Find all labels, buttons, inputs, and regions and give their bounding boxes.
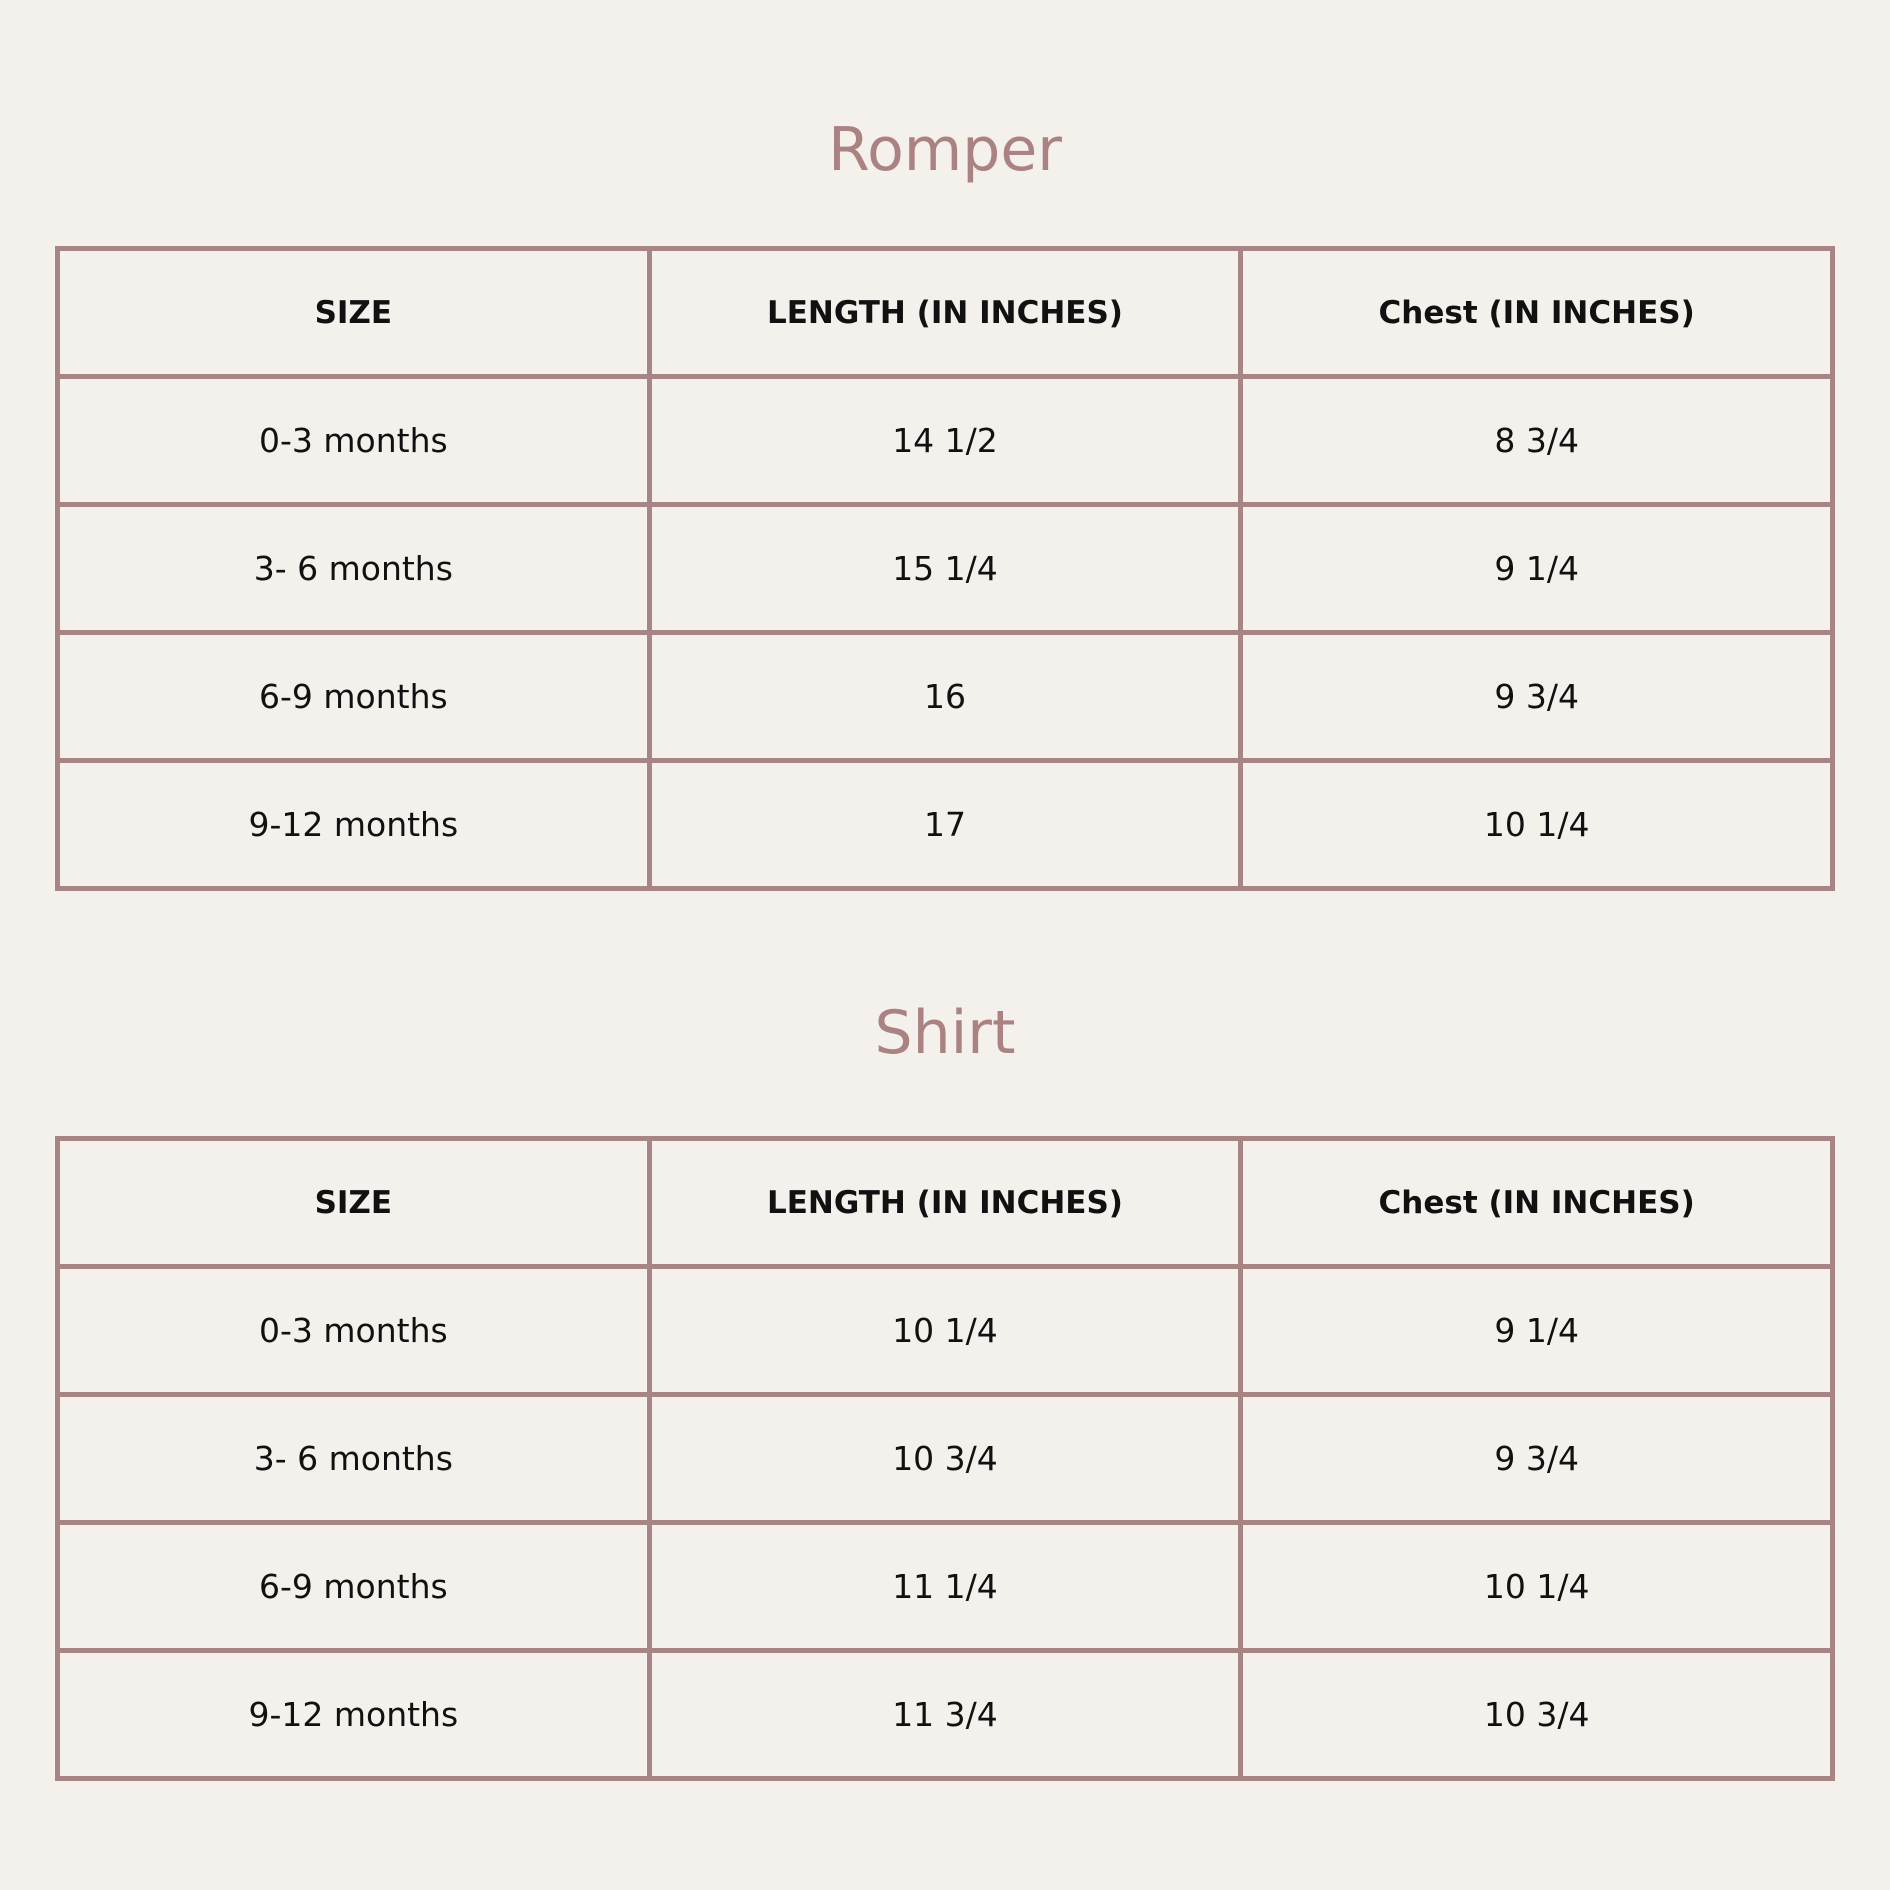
cell-chest: 9 1/4 bbox=[1241, 1267, 1833, 1395]
cell-length: 17 bbox=[649, 761, 1241, 889]
table-row bbox=[58, 1651, 1833, 1779]
cell-chest: 8 3/4 bbox=[1241, 377, 1833, 505]
cell-size: 9-12 months bbox=[58, 761, 650, 889]
cell-length: 11 1/4 bbox=[649, 1523, 1241, 1651]
cell-chest: 10 1/4 bbox=[1241, 761, 1833, 889]
header-length: LENGTH (IN INCHES) bbox=[649, 1139, 1241, 1267]
header-chest: Chest (IN INCHES) bbox=[1241, 249, 1833, 377]
table-row bbox=[58, 633, 1833, 761]
cell-chest: 10 3/4 bbox=[1241, 1651, 1833, 1779]
cell-length: 10 1/4 bbox=[649, 1267, 1241, 1395]
table-row bbox=[58, 1523, 1833, 1651]
table-row bbox=[58, 505, 1833, 633]
romper-size-table bbox=[55, 246, 1835, 891]
cell-chest: 9 3/4 bbox=[1241, 633, 1833, 761]
cell-chest: 9 3/4 bbox=[1241, 1395, 1833, 1523]
cell-chest: 9 1/4 bbox=[1241, 505, 1833, 633]
romper-title: Romper bbox=[828, 115, 1062, 185]
header-length: LENGTH (IN INCHES) bbox=[649, 249, 1241, 377]
cell-length: 15 1/4 bbox=[649, 505, 1241, 633]
table-row bbox=[58, 1395, 1833, 1523]
table-header-row bbox=[58, 249, 1833, 377]
cell-size: 0-3 months bbox=[58, 1267, 650, 1395]
table-row bbox=[58, 1267, 1833, 1395]
cell-length: 16 bbox=[649, 633, 1241, 761]
cell-size: 6-9 months bbox=[58, 1523, 650, 1651]
header-size: SIZE bbox=[58, 1139, 650, 1267]
cell-length: 14 1/2 bbox=[649, 377, 1241, 505]
shirt-size-table bbox=[55, 1136, 1835, 1781]
cell-length: 11 3/4 bbox=[649, 1651, 1241, 1779]
cell-size: 9-12 months bbox=[58, 1651, 650, 1779]
table-header-row bbox=[58, 1139, 1833, 1267]
table-row bbox=[58, 761, 1833, 889]
cell-length: 10 3/4 bbox=[649, 1395, 1241, 1523]
cell-size: 0-3 months bbox=[58, 377, 650, 505]
cell-size: 3- 6 months bbox=[58, 505, 650, 633]
shirt-title: Shirt bbox=[874, 998, 1016, 1068]
header-chest: Chest (IN INCHES) bbox=[1241, 1139, 1833, 1267]
cell-size: 3- 6 months bbox=[58, 1395, 650, 1523]
header-size: SIZE bbox=[58, 249, 650, 377]
cell-chest: 10 1/4 bbox=[1241, 1523, 1833, 1651]
table-row bbox=[58, 377, 1833, 505]
cell-size: 6-9 months bbox=[58, 633, 650, 761]
